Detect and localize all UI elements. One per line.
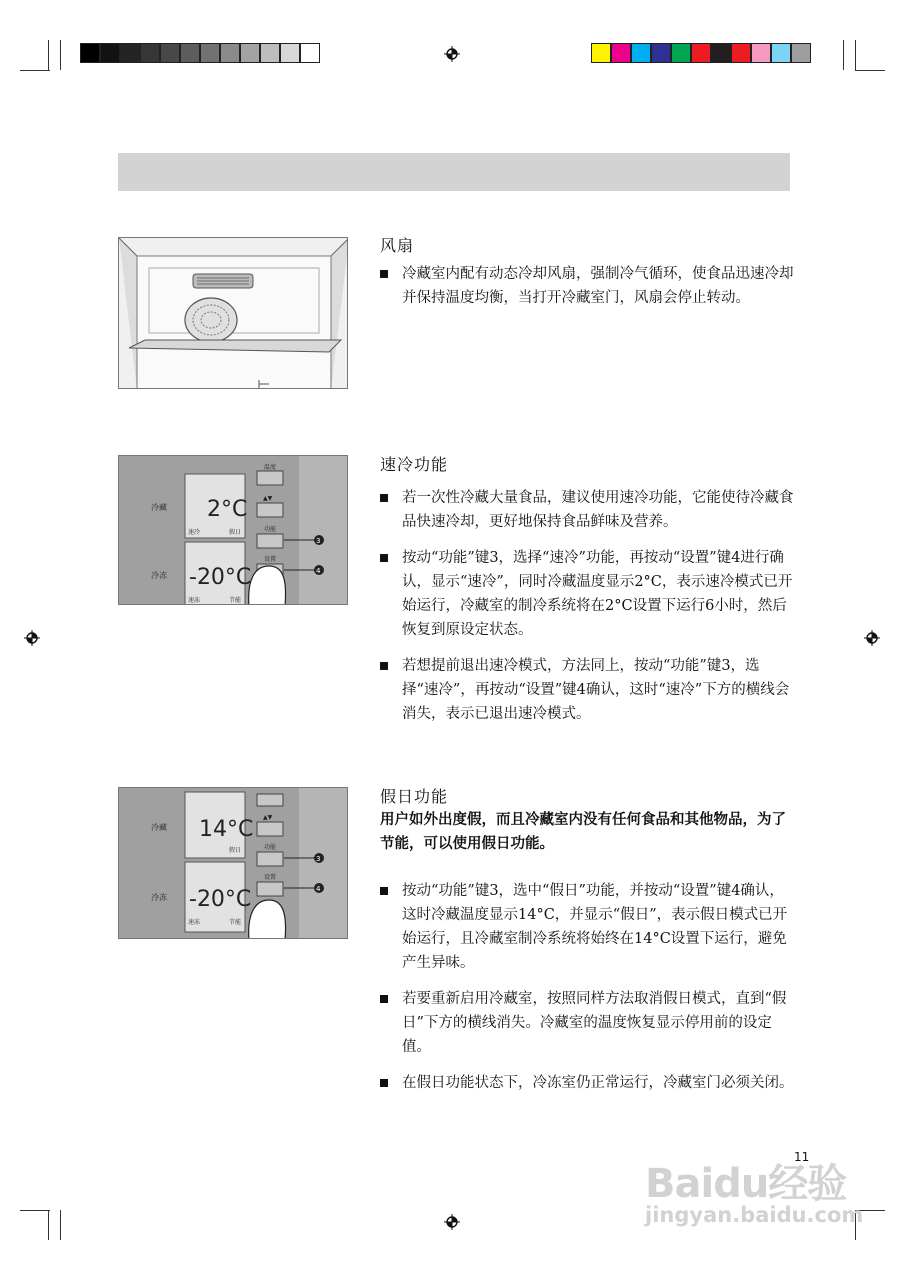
process-color-swatch bbox=[731, 43, 751, 63]
arrow-button-label: ▲▼ bbox=[263, 495, 273, 502]
watermark-url: jingyan.baidu.com bbox=[645, 1203, 864, 1227]
crop-mark-top-left-v bbox=[48, 40, 49, 70]
grayscale-swatch bbox=[220, 43, 240, 63]
list-item: 按动“功能”键3，选中“假日”功能，并按动“设置”键4确认，这时冷藏温度显示14°C，并显示“假日”，表示假日模式已开始运行，且冷藏室制冷系统将始终在14°C设置下运行，避免产生异味。 bbox=[380, 879, 795, 975]
list-item: 冷藏室内配有动态冷却风扇，强制冷气循环，使食品迅速冷却并保持温度均衡，当打开冷藏室门，风扇会停止转动。 bbox=[380, 262, 795, 310]
holiday-tag: 假日 bbox=[229, 529, 242, 536]
callout-3: 3 bbox=[316, 537, 321, 545]
process-color-bar bbox=[591, 43, 811, 63]
fridge-label: 冷藏 bbox=[151, 503, 167, 512]
quick-cool-tag: 速冷 bbox=[188, 529, 201, 536]
registration-mark-left bbox=[24, 630, 40, 646]
crop-mark-top-left-v2 bbox=[60, 40, 61, 70]
bullet-square-icon bbox=[380, 1079, 388, 1087]
holiday-intro-text: 用户如外出度假，而且冷藏室内没有任何食品和其他物品，为了节能，可以使用假日功能。 bbox=[380, 812, 786, 852]
quick-freeze-tag: 速冻 bbox=[188, 919, 201, 926]
bullet-square-icon bbox=[380, 995, 388, 1003]
registration-mark-right bbox=[864, 630, 880, 646]
process-color-swatch bbox=[611, 43, 631, 63]
crop-mark-top-right-h bbox=[855, 70, 885, 71]
watermark-logo: Baidu经验 bbox=[645, 1161, 847, 1207]
grayscale-swatch bbox=[80, 43, 100, 63]
grayscale-swatch bbox=[120, 43, 140, 63]
bullet-square-icon bbox=[380, 554, 388, 562]
process-color-swatch bbox=[671, 43, 691, 63]
set-button-label: 设置 bbox=[264, 874, 277, 881]
bullet-square-icon bbox=[380, 270, 388, 278]
freezer-label: 冷冻 bbox=[151, 893, 167, 902]
crop-mark-bottom-left-h bbox=[20, 1210, 50, 1211]
list-item: 在假日功能状态下，冷冻室仍正常运行，冷藏室门必须关闭。 bbox=[380, 1071, 795, 1095]
crop-mark-bottom-left-v2 bbox=[60, 1210, 61, 1240]
section-header-bar bbox=[118, 153, 790, 191]
grayscale-swatch bbox=[240, 43, 260, 63]
grayscale-swatch bbox=[140, 43, 160, 63]
grayscale-swatch bbox=[300, 43, 320, 63]
process-color-swatch bbox=[711, 43, 731, 63]
holiday-bullet-list bbox=[380, 879, 795, 1107]
fridge-temperature-display: 2°C bbox=[207, 497, 248, 522]
energy-save-tag: 节能 bbox=[229, 919, 242, 926]
grayscale-color-bar bbox=[80, 43, 320, 63]
grayscale-swatch bbox=[200, 43, 220, 63]
process-color-swatch bbox=[751, 43, 771, 63]
grayscale-swatch bbox=[160, 43, 180, 63]
bullet-square-icon bbox=[380, 662, 388, 670]
bullet-square-icon bbox=[380, 887, 388, 895]
arrow-button-label: ▲▼ bbox=[263, 814, 273, 821]
callout-3: 3 bbox=[316, 855, 321, 863]
process-color-swatch bbox=[791, 43, 811, 63]
holiday-tag: 假日 bbox=[229, 847, 242, 854]
freezer-label: 冷冻 bbox=[151, 571, 167, 580]
baidu-jingyan-watermark bbox=[645, 1152, 863, 1227]
bullet-square-icon bbox=[380, 494, 388, 502]
grayscale-swatch bbox=[180, 43, 200, 63]
quick-cool-bullet-list bbox=[380, 486, 795, 738]
process-color-swatch bbox=[691, 43, 711, 63]
crop-mark-bottom-left-v bbox=[48, 1210, 49, 1240]
process-color-swatch bbox=[631, 43, 651, 63]
freezer-temperature-display: -20°C bbox=[189, 565, 252, 590]
function-button-label: 功能 bbox=[264, 526, 277, 533]
callout-4: 4 bbox=[316, 567, 321, 575]
grayscale-swatch bbox=[100, 43, 120, 63]
temperature-button-label: 温度 bbox=[264, 464, 277, 471]
grayscale-swatch bbox=[280, 43, 300, 63]
freezer-temperature-display: -20°C bbox=[189, 887, 252, 912]
process-color-swatch bbox=[651, 43, 671, 63]
fan-section-title: 风扇 bbox=[380, 236, 415, 255]
energy-save-tag: 节能 bbox=[229, 597, 242, 604]
fan-bullet-list bbox=[380, 262, 795, 322]
quick-cool-section-title: 速冷功能 bbox=[380, 455, 449, 474]
fan-illustration bbox=[118, 237, 348, 389]
fridge-temperature-display: 14°C bbox=[199, 817, 254, 842]
list-item: 若想提前退出速冷模式，方法同上，按动“功能”键3，选择“速冷”，再按动“设置”键4确认，这时“速冷”下方的横线会消失，表示已退出速冷模式。 bbox=[380, 654, 795, 726]
registration-mark-bottom bbox=[444, 1214, 460, 1230]
page-number: 11 bbox=[794, 1150, 810, 1164]
list-item: 若一次性冷藏大量食品，建议使用速冷功能，它能使待冷藏食品快速冷却，更好地保持食品鲜味及营养。 bbox=[380, 486, 795, 534]
callout-4: 4 bbox=[316, 885, 321, 893]
list-item: 若要重新启用冷藏室，按照同样方法取消假日模式，直到“假日”下方的横线消失。冷藏室的温度恢复显示停用前的设定值。 bbox=[380, 987, 795, 1059]
registration-mark-top bbox=[444, 46, 460, 62]
quick-cool-control-panel bbox=[118, 455, 348, 605]
fridge-label: 冷藏 bbox=[151, 823, 167, 832]
holiday-section-title: 假日功能 bbox=[380, 787, 449, 806]
grayscale-swatch bbox=[260, 43, 280, 63]
quick-freeze-tag: 速冻 bbox=[188, 597, 201, 604]
holiday-control-panel bbox=[118, 787, 348, 939]
crop-mark-top-right-v bbox=[855, 40, 856, 70]
crop-mark-top-right-v2 bbox=[843, 40, 844, 70]
crop-mark-top-left-h bbox=[20, 70, 50, 71]
process-color-swatch bbox=[591, 43, 611, 63]
process-color-swatch bbox=[771, 43, 791, 63]
list-item: 按动“功能”键3，选择“速冷”功能，再按动“设置”键4进行确认，显示“速冷”，同时冷藏温度显示2°C，表示速冷模式已开始运行，冷藏室的制冷系统将在2°C设置下运行6小时，然后恢复到原设定状态。 bbox=[380, 546, 795, 642]
set-button-label: 设置 bbox=[264, 556, 277, 563]
function-button-label: 功能 bbox=[264, 844, 277, 851]
